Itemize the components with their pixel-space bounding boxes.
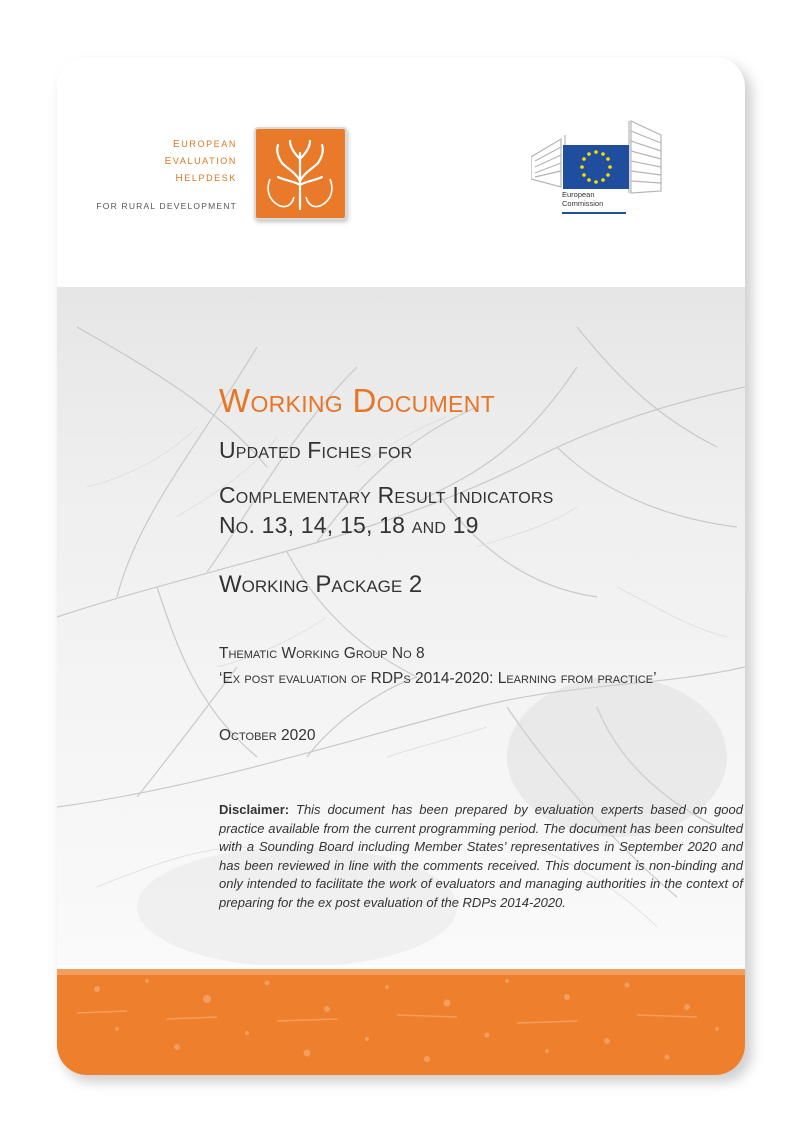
disclaimer-label: Disclaimer:	[219, 802, 290, 817]
thematic-working-group: Thematic Working Group No 8	[219, 645, 425, 662]
subtitle-line-3: No. 13, 14, 15, 18 and 19	[219, 512, 479, 538]
ec-line-1: European	[562, 190, 595, 199]
disclaimer-text: This document has been prepared by evaluation experts based on good practice available from the current programming period. The document has been consulted with a Sounding Board including Member States’ representatives in September 2020 and has been reviewed in line with the comments received. This document is non-binding and only intended to facilitate the work of evaluators and managing authorities in the context of preparing for the ex post evaluation of the RDPs 2014-2020.	[219, 802, 743, 910]
eeh-line-2: evaluation	[164, 151, 237, 167]
publication-date: October 2020	[219, 727, 316, 744]
subtitle-line-2: Complementary Result Indicators	[219, 482, 554, 508]
eeh-logo-text	[97, 134, 237, 185]
european-commission-logo	[531, 117, 681, 217]
twg-title-quote: ‘Ex post evaluation of RDPs 2014-2020: Learning from practice’	[219, 670, 657, 687]
cover-page	[57, 57, 745, 1075]
eeh-line-3: helpdesk	[175, 168, 237, 184]
paint-texture	[57, 969, 745, 1075]
document-type-title: Working Document	[219, 382, 495, 419]
eeh-line-1: european	[173, 134, 237, 150]
disclaimer	[219, 801, 743, 913]
tree-icon	[254, 127, 347, 220]
ec-line-2: Commission	[562, 199, 604, 208]
working-package: Working Package 2	[219, 571, 423, 598]
subtitle-block	[219, 480, 745, 540]
ec-logo-text	[562, 190, 603, 208]
ec-underline	[562, 212, 626, 214]
orange-footer-band	[57, 969, 745, 1075]
eeh-subtitle: FOR RURAL DEVELOPMENT	[96, 201, 237, 211]
subtitle-line-1: Updated Fiches for	[219, 437, 413, 463]
